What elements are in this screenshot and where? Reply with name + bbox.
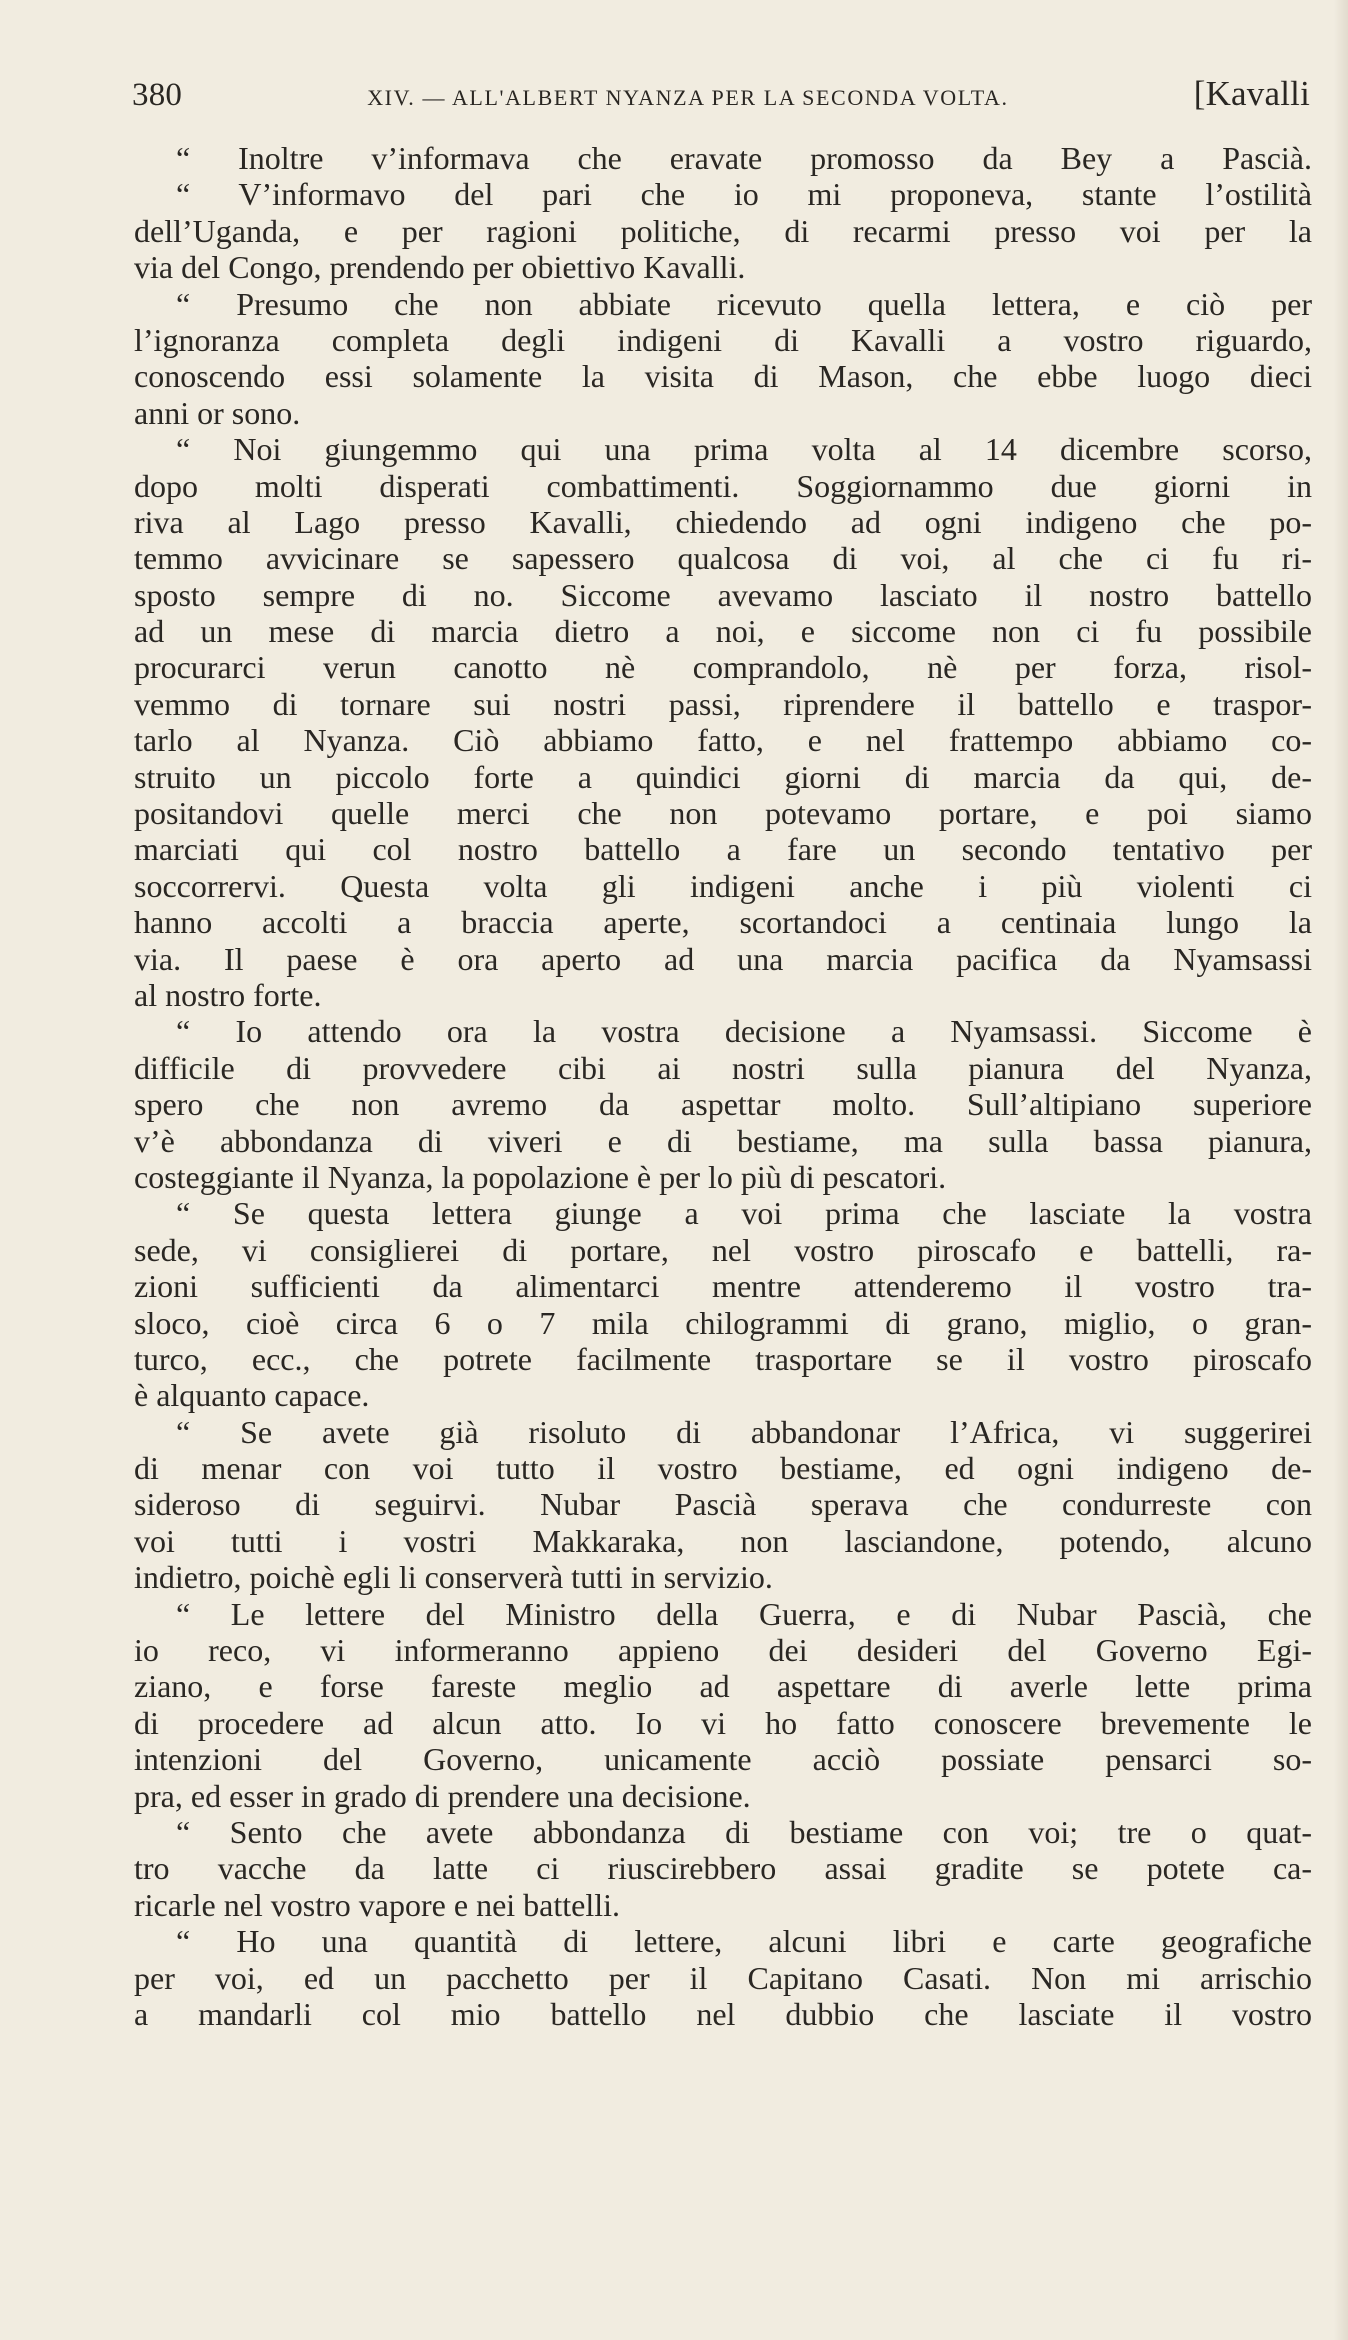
text-line: “ Inoltre v’informava che eravate promosso da Bey a Pascià. [176,140,1312,176]
section-reference: [Kavalli [1193,74,1310,113]
text-line: tarlo al Nyanza. Ciò abbiamo fatto, e nel frattempo abbiamo co- [134,722,1312,759]
text-line: dopo molti disperati combattimenti. Soggiornammo due giorni in [134,467,1312,504]
page-header [132,74,1310,124]
text-line: spero che non avremo da aspettar molto. Sull’altipiano superiore [134,1086,1312,1123]
text-line: v’è abbondanza di viveri e di bestiame, ma sulla bassa pianura, [134,1122,1312,1159]
text-line: struito un piccolo forte a quindici giorni di marcia da qui, de- [134,758,1312,795]
text-line: “ Le lettere del Ministro della Guerra, e di Nubar Pascià, che [176,1595,1312,1632]
text-line: vemmo di tornare sui nostri passi, riprendere il battello e traspor- [134,685,1312,722]
text-line: tro vacche da latte ci riuscirebbero assai gradite se potete ca- [134,1850,1312,1887]
text-line: a mandarli col mio battello nel dubbio che lasciate il vostro [134,1995,1312,2032]
text-line: sposto sempre di no. Siccome avevamo lasciato il nostro battello [134,576,1312,613]
text-line: “ Se questa lettera giunge a voi prima che lasciate la vostra [176,1195,1312,1232]
text-line: io reco, vi informeranno appieno dei desideri del Governo Egi- [134,1632,1312,1669]
text-line: di procedere ad alcun atto. Io vi ho fatto conoscere brevemente le [134,1704,1312,1741]
page-number: 380 [132,77,183,113]
text-line: sideroso di seguirvi. Nubar Pascià sperava che condurreste con [134,1486,1312,1523]
text-line: ziano, e forse fareste meglio ad aspettare di averle lette prima [134,1668,1312,1705]
text-line: soccorrervi. Questa volta gli indigeni anche i più violenti ci [134,867,1312,904]
text-line: sede, vi consiglierei di portare, nel vostro piroscafo e battelli, ra- [134,1231,1312,1268]
text-line: dell’Uganda, e per ragioni politiche, di recarmi presso voi per la [134,212,1312,249]
text-line: turco, ecc., che potrete facilmente trasportare se il vostro piroscafo [134,1340,1312,1377]
text-line: via del Congo, prendendo per obiettivo Kavalli. [134,249,746,286]
text-line: via. Il paese è ora aperto ad una marcia pacifica da Nyamsassi [134,940,1312,977]
text-line: marciati qui col nostro battello a fare un secondo tentativo per [134,831,1312,868]
text-line: “ Ho una quantità di lettere, alcuni libri e carte geografiche [176,1923,1312,1960]
text-line: “ Se avete già risoluto di abbandonar l’Africa, vi suggerirei [176,1413,1312,1450]
text-line: indietro, poichè egli li conserverà tutti in servizio. [134,1559,773,1596]
text-line: ad un mese di marcia dietro a noi, e siccome non ci fu possibile [134,613,1312,650]
text-line: procurarci verun canotto nè comprandolo, nè per forza, risol- [134,649,1312,686]
text-line: voi tutti i vostri Makkaraka, non lasciandone, potendo, alcuno [134,1522,1312,1559]
text-line: temmo avvicinare se sapessero qualcosa di voi, al che ci fu ri- [134,540,1312,577]
text-line: sloco, cioè circa 6 o 7 mila chilogrammi di grano, miglio, o gran- [134,1304,1312,1341]
text-line: al nostro forte. [134,976,322,1013]
text-line: di menar con voi tutto il vostro bestiame, ed ogni indigeno de- [134,1450,1312,1487]
text-line: pra, ed esser in grado di prendere una decisione. [134,1777,751,1814]
text-line: positandovi quelle merci che non potevamo portare, e poi siamo [134,795,1312,832]
text-line: hanno accolti a braccia aperte, scortandoci a centinaia lungo la [134,904,1312,941]
text-line: costeggiante il Nyanza, la popolazione è per lo più di pescatori. [134,1158,947,1195]
text-line: “ V’informavo del pari che io mi proponeva, stante l’ostilità [176,176,1312,213]
text-line: ricarle nel vostro vapore e nei battelli. [134,1886,621,1923]
running-title: XIV. — ALL'ALBERT NYANZA PER LA SECONDA VOLTA. [367,85,1009,110]
text-line: intenzioni del Governo, unicamente acciò possiate pensarci so- [134,1741,1312,1778]
text-line: per voi, ed un pacchetto per il Capitano Casati. Non mi arrischio [134,1959,1312,1996]
text-line: anni or sono. [134,394,301,431]
text-line: “ Noi giungemmo qui una prima volta al 14 dicembre scorso, [176,431,1312,468]
text-line: difficile di provvedere cibi ai nostri sulla pianura del Nyanza, [134,1049,1312,1086]
text-line: l’ignoranza completa degli indigeni di Kavalli a vostro riguardo, [134,321,1312,358]
body-text [134,140,1312,2300]
text-line: è alquanto capace. [134,1377,370,1414]
text-line: riva al Lago presso Kavalli, chiedendo ad ogni indigeno che po- [134,503,1312,540]
page-edge-shadow [1334,0,1348,2340]
text-line: “ Io attendo ora la vostra decisione a Nyamsassi. Siccome è [176,1013,1312,1050]
text-line: zioni sufficienti da alimentarci mentre attenderemo il vostro tra- [134,1268,1312,1305]
text-line: “ Presumo che non abbiate ricevuto quella lettera, e ciò per [176,285,1312,322]
text-line: “ Sento che avete abbondanza di bestiame con voi; tre o quat- [176,1813,1312,1850]
text-line: conoscendo essi solamente la visita di Mason, che ebbe luogo dieci [134,358,1312,395]
